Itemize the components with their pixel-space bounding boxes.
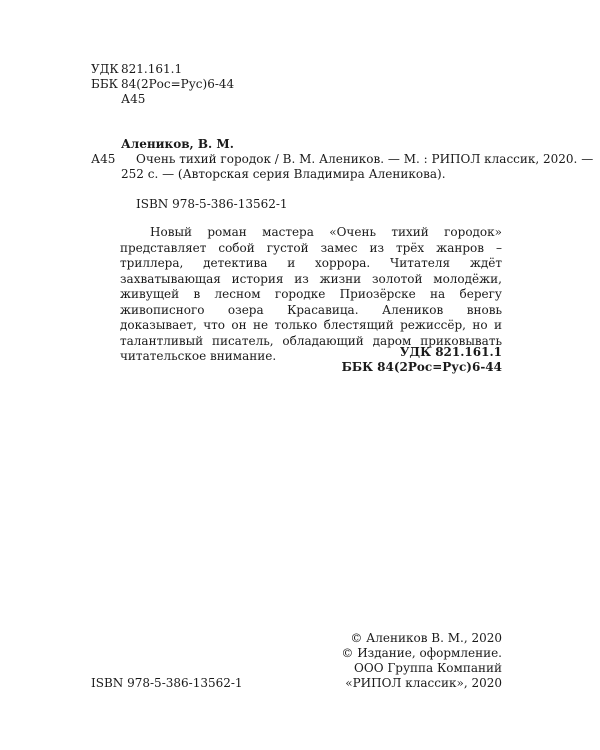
- bibliography-line-1: Очень тихий городок / В. М. Алеников. — М. : РИПОЛ классик, 2020. —: [136, 152, 594, 166]
- udk-value: 821.161.1: [121, 62, 183, 76]
- bbk-value: 84(2Рос=Рус)6-44: [121, 77, 235, 91]
- copyright-edition: © Издание, оформление.: [341, 646, 502, 660]
- bibliography-mark: А45: [91, 152, 116, 166]
- copyright-publisher: «РИПОЛ классик», 2020: [345, 676, 502, 690]
- annotation-block: [120, 225, 502, 365]
- udk-right: УДК 821.161.1: [399, 345, 502, 359]
- bibliography-line-2: 252 с. — (Авторская серия Владимира Аленикова).: [121, 167, 446, 181]
- author-mark: А45: [121, 92, 146, 106]
- footer-isbn: ISBN 978-5-386-13562-1: [91, 676, 243, 690]
- bbk-label: ББК: [91, 77, 118, 91]
- copyright-company: ООО Группа Компаний: [354, 661, 502, 675]
- udk-label: УДК: [91, 62, 119, 76]
- annotation-text: Новый роман мастера «Очень тихий городок» представляет собой густой замес из трёх жанров – триллера, детектива и хоррора. Читателя ждёт захватывающая история из жизни золотой молодёжи, живущей в лесном городке Приозёрске на берегу живописного озера Красавица. Алеников вновь доказывает, что он не только блестящий режиссёр, но и талантливый писатель, обладающий даром приковывать читательское внимание.: [120, 225, 502, 363]
- copyright-author: © Аленикoв В. М., 2020: [350, 631, 502, 645]
- author-heading: Алеников, В. М.: [121, 137, 234, 151]
- bibliography-isbn: ISBN 978-5-386-13562-1: [136, 197, 288, 211]
- bbk-right: ББК 84(2Рос=Рус)6-44: [341, 360, 502, 374]
